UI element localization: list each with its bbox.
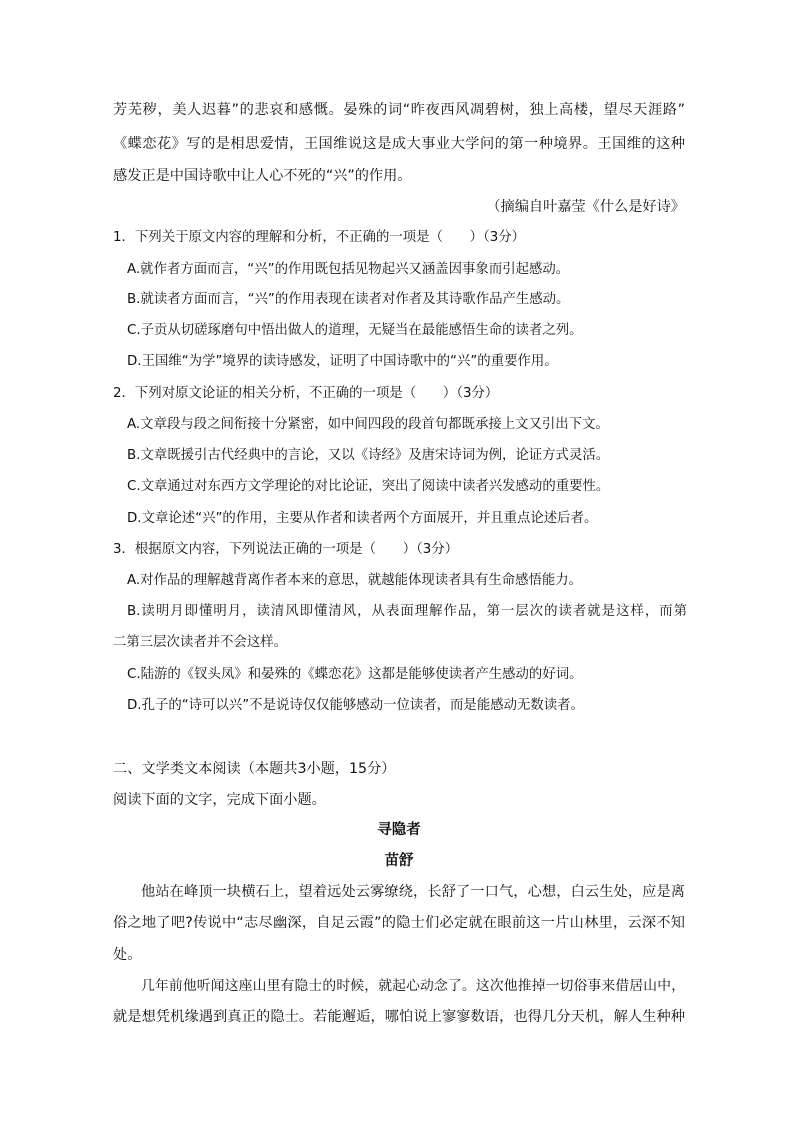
story-line: 他站在峰顶一块横石上，望着远处云雾缭绕，长舒了一口气，心想，白云生处，应是离 xyxy=(141,884,685,900)
passage-source: （摘编自叶嘉莹《什么是好诗》 xyxy=(486,199,685,215)
question-3-option-b-continued: 二第三层次读者并不会这样。 xyxy=(113,635,288,650)
question-1-option-a: A.就作者方面而言，“兴”的作用既包括见物起兴又涵盖因事象而引起感动。 xyxy=(127,262,570,277)
question-2-stem: 2．下列对原文论证的相关分析，不正确的一项是（ ）（3分） xyxy=(113,386,499,401)
story-title: 寻隐者 xyxy=(377,822,421,838)
story-line: 处。 xyxy=(113,947,142,963)
question-1-stem: 1．下列关于原文内容的理解和分析，不正确的一项是（ ）（3分） xyxy=(113,230,526,245)
question-3-option-b: B.读明月即懂明月，读清风即懂清风，从表面理解作品，第一层次的读者就是这样，而第 xyxy=(127,604,687,619)
question-1-option-d: D.王国维“为学”境界的读诗感发，证明了中国诗歌中的“兴”的重要作用。 xyxy=(127,354,558,369)
question-3-stem: 3．根据原文内容，下列说法正确的一项是（ ）（3分） xyxy=(113,542,459,557)
question-3-option-c: C.陆游的《钗头凤》和晏殊的《蝶恋花》这都是能够使读者产生感动的好词。 xyxy=(127,667,583,682)
story-line: 就是想凭机缘遇到真正的隐士。若能邂逅，哪怕说上寥寥数语，也得几分天机，解人生种种 xyxy=(113,1009,685,1025)
story-author: 苗舒 xyxy=(384,853,414,869)
passage-line: 感发正是中国诗歌中让人心不死的“兴”的作用。 xyxy=(113,168,412,184)
section-2-instruction: 阅读下面的文字，完成下面小题。 xyxy=(113,792,326,808)
question-1-option-c: C.子贡从切磋琢磨句中悟出做人的道理，无疑当在最能感悟生命的读者之列。 xyxy=(127,323,583,338)
story-line: 几年前他听闻这座山里有隐士的时候，就起心动念了。这次他推掉一切俗事来借居山中， xyxy=(141,978,685,994)
story-line: 俗之地了吧?传说中“志尽幽深，自足云霞”的隐士们必定就在眼前这一片山林里，云深不知 xyxy=(113,915,685,931)
passage-line: 芳芜秽，美人迟暮”的悲哀和感慨。晏殊的词“昨夜西风凋碧树，独上高楼，望尽天涯路” xyxy=(113,102,685,118)
question-3-option-d: D.孔子的“诗可以兴”不是说诗仅仅能够感动一位读者，而是能感动无数读者。 xyxy=(127,698,584,713)
question-2-option-b: B.文章既援引古代经典中的言论，又以《诗经》及唐宋诗词为例，论证方式灵活。 xyxy=(127,448,610,463)
question-2-option-c: C.文章通过对东西方文学理论的对比论证，突出了阅读中读者兴发感动的重要性。 xyxy=(127,479,610,494)
passage-line: 《蝶恋花》写的是相思爱情，王国维说这是成大事业大学问的第一种境界。王国维的这种 xyxy=(113,136,685,152)
section-2-heading: 二、文学类文本阅读（本题共3小题，15分） xyxy=(113,761,396,777)
question-2-option-a: A.文章段与段之间衔接十分紧密，如中间四段的段首句都既承接上文又引出下文。 xyxy=(127,417,609,432)
question-3-option-a: A.对作品的理解越背离作者本来的意思，就越能体现读者具有生命感悟能力。 xyxy=(127,573,583,588)
question-1-option-b: B.就读者方面而言，“兴”的作用表现在读者对作者及其诗歌作品产生感动。 xyxy=(127,292,570,307)
question-2-option-d: D.文章论述“兴”的作用，主要从作者和读者两个方面展开，并且重点论述后者。 xyxy=(127,511,598,526)
